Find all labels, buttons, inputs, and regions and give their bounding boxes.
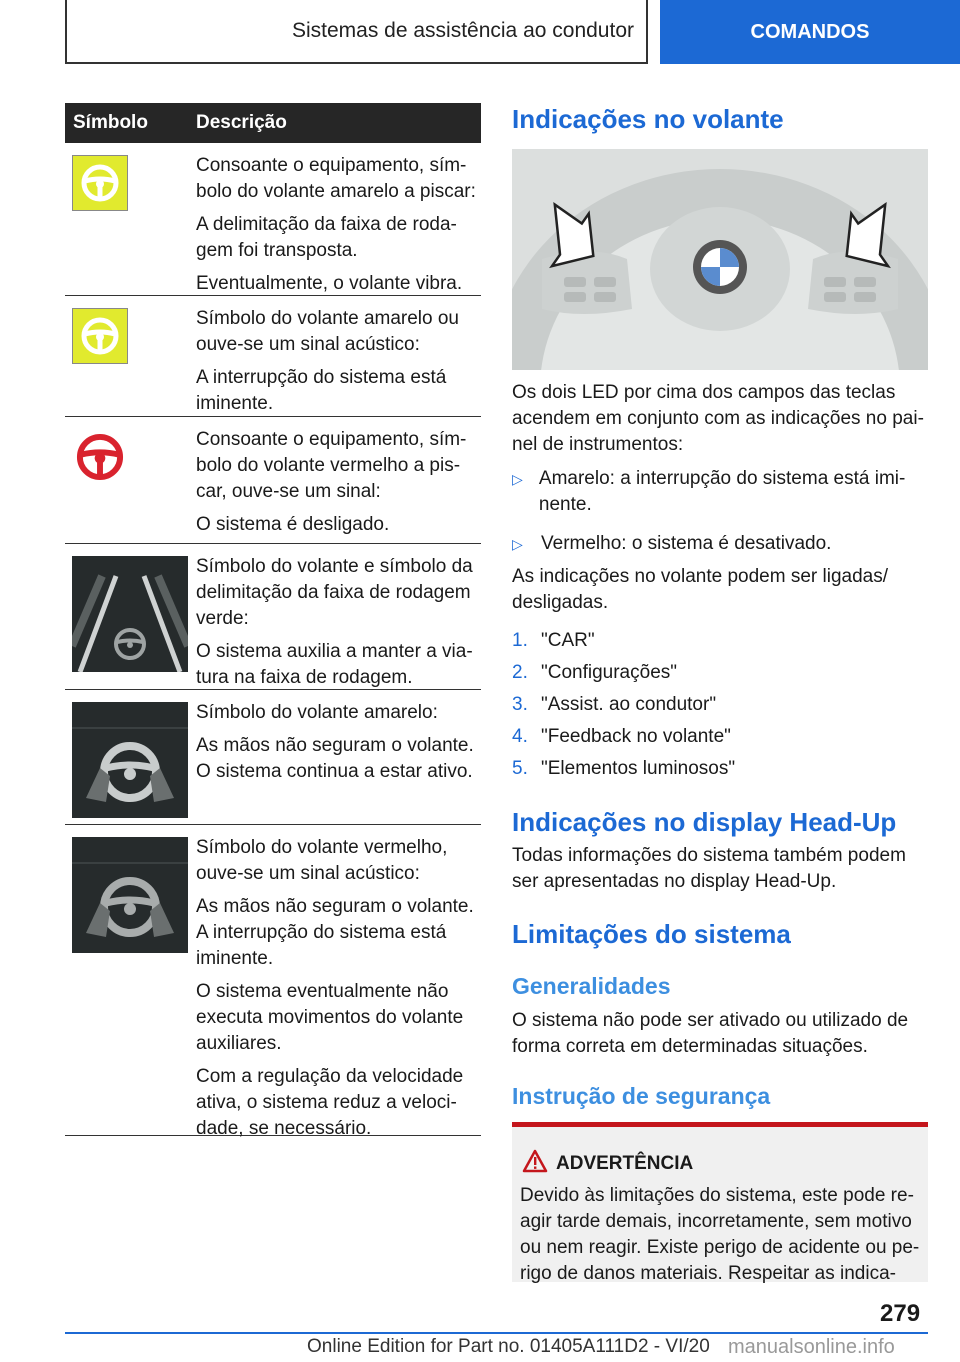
step-number: 3.	[512, 694, 528, 715]
watermark: manualsonline.info	[728, 1336, 895, 1358]
general-text: O sistema não pode ser ativado ou utilizado de forma correta em determinadas situações.	[512, 1010, 909, 1057]
step-number: 5.	[512, 758, 528, 779]
heading-safety-instruction: Instrução de segurança	[512, 1083, 771, 1109]
hands-off-yellow-icon	[72, 702, 188, 818]
description-text: As mãos não seguram o volante. A interrupção do sistema está iminente.	[196, 896, 474, 969]
steering-led-text: Os dois LED por cima dos campos das teclas acendem em conjunto com as indicações no pai-nel de instrumentos:	[512, 382, 924, 455]
menu-path-item[interactable]: "Elementos luminosos"	[541, 758, 736, 779]
section-header	[65, 0, 648, 64]
description-text: Eventualmente, o volante vibra.	[196, 273, 463, 294]
warning-text: Devido às limitações do sistema, este pode re-agir tarde demais, incorretamente, sem motivo ou nem reagir. Existe perigo de acidente ou pe-rigo de danos materiais. Respeitar as indica-	[520, 1185, 920, 1284]
table-row	[65, 143, 481, 296]
chapter-title: COMANDOS	[750, 20, 870, 43]
row-description	[188, 544, 481, 689]
lane-steering-green-icon	[72, 556, 188, 672]
description-text: Símbolo do volante amarelo ou ouve-se um sinal acústico:	[196, 308, 459, 355]
steering-wheel-yellow-icon	[72, 308, 128, 364]
row-description	[188, 296, 481, 416]
symbol-table	[65, 103, 481, 1139]
description-text: Consoante o equipamento, sím-bolo do volante amarelo a piscar:	[196, 155, 476, 202]
heading-system-limits: Limitações do sistema	[512, 919, 791, 949]
chapter-tab[interactable]	[660, 0, 960, 64]
bullet-marker: ▷	[512, 471, 523, 487]
footer-divider	[65, 1332, 928, 1334]
table-header	[65, 103, 481, 143]
bullet-marker: ▷	[512, 536, 523, 552]
settings-text: As indicações no volante podem ser ligadas/ desligadas.	[512, 566, 889, 613]
row-description	[188, 417, 481, 543]
heading-steering-indications: Indicações no volante	[512, 104, 784, 134]
section-title: Sistemas de assistência ao condutor	[291, 19, 634, 42]
column-header-description: Descrição	[196, 112, 287, 133]
list-item	[512, 660, 928, 692]
steering-wheel-yellow-icon	[72, 155, 128, 211]
description-text: Com a regulação da velocidade ativa, o sistema reduz a veloci-dade, se necessário.	[196, 1066, 464, 1139]
step-number: 2.	[512, 662, 528, 683]
menu-path-item[interactable]: "Configurações"	[541, 662, 678, 683]
steering-wheel-photo	[512, 149, 928, 370]
list-item-text: Vermelho: o sistema é desativado.	[541, 533, 832, 554]
table-row	[65, 690, 481, 825]
description-text: Símbolo do volante vermelho, ouve-se um sinal acústico:	[196, 837, 448, 884]
table-row	[65, 825, 481, 1139]
list-item	[512, 628, 928, 660]
description-text: A interrupção do sistema está iminente.	[196, 367, 447, 414]
bullet-list	[512, 466, 928, 557]
hud-text: Todas informações do sistema também podem ser apresentadas no display Head-Up.	[512, 845, 906, 892]
description-text: As mãos não seguram o volante. O sistema continua a estar ativo.	[196, 735, 474, 782]
warning-box	[512, 1122, 928, 1282]
heading-head-up-display: Indicações no display Head-Up	[512, 807, 897, 837]
list-item	[512, 756, 928, 788]
description-text: O sistema auxilia a manter a via-tura na faixa de rodagem.	[196, 641, 473, 688]
list-item	[512, 692, 928, 724]
column-header-symbol: Símbolo	[73, 112, 148, 133]
description-text: O sistema é desligado.	[196, 514, 390, 535]
row-description	[188, 143, 481, 295]
row-description	[188, 690, 481, 824]
steps-list	[512, 628, 928, 788]
edition-info: Online Edition for Part no. 01405A111D2 - VI/20	[307, 1336, 710, 1357]
steering-wheel-red-icon	[72, 429, 128, 485]
description-text: Símbolo do volante amarelo:	[196, 702, 438, 723]
description-text: Consoante o equipamento, sím-bolo do volante vermelho a pis-car, ouve-se um sinal:	[196, 429, 467, 502]
heading-general: Generalidades	[512, 973, 671, 999]
table-row	[65, 544, 481, 690]
warning-triangle-icon	[522, 1149, 548, 1178]
list-item	[512, 724, 928, 756]
description-text: A delimitação da faixa de roda-gem foi transposta.	[196, 214, 457, 261]
page-number: 279	[880, 1300, 921, 1327]
table-row	[65, 417, 481, 544]
warning-title: ADVERTÊNCIA	[556, 1153, 694, 1174]
description-text: Símbolo do volante e símbolo da delimitação da faixa de rodagem verde:	[196, 556, 473, 629]
list-item	[512, 466, 928, 518]
description-text: O sistema eventualmente não executa movimentos do volante auxiliares.	[196, 981, 464, 1054]
step-number: 1.	[512, 630, 528, 651]
step-number: 4.	[512, 726, 528, 747]
list-item-text: Amarelo: a interrupção do sistema está imi-nente.	[538, 468, 906, 515]
list-item	[512, 531, 928, 557]
menu-path-item[interactable]: "Feedback no volante"	[541, 726, 731, 747]
table-row	[65, 296, 481, 417]
row-description	[188, 825, 481, 1139]
hands-off-red-icon	[72, 837, 188, 953]
menu-path-item[interactable]: "CAR"	[541, 630, 595, 651]
menu-path-item[interactable]: "Assist. ao condutor"	[541, 694, 717, 715]
